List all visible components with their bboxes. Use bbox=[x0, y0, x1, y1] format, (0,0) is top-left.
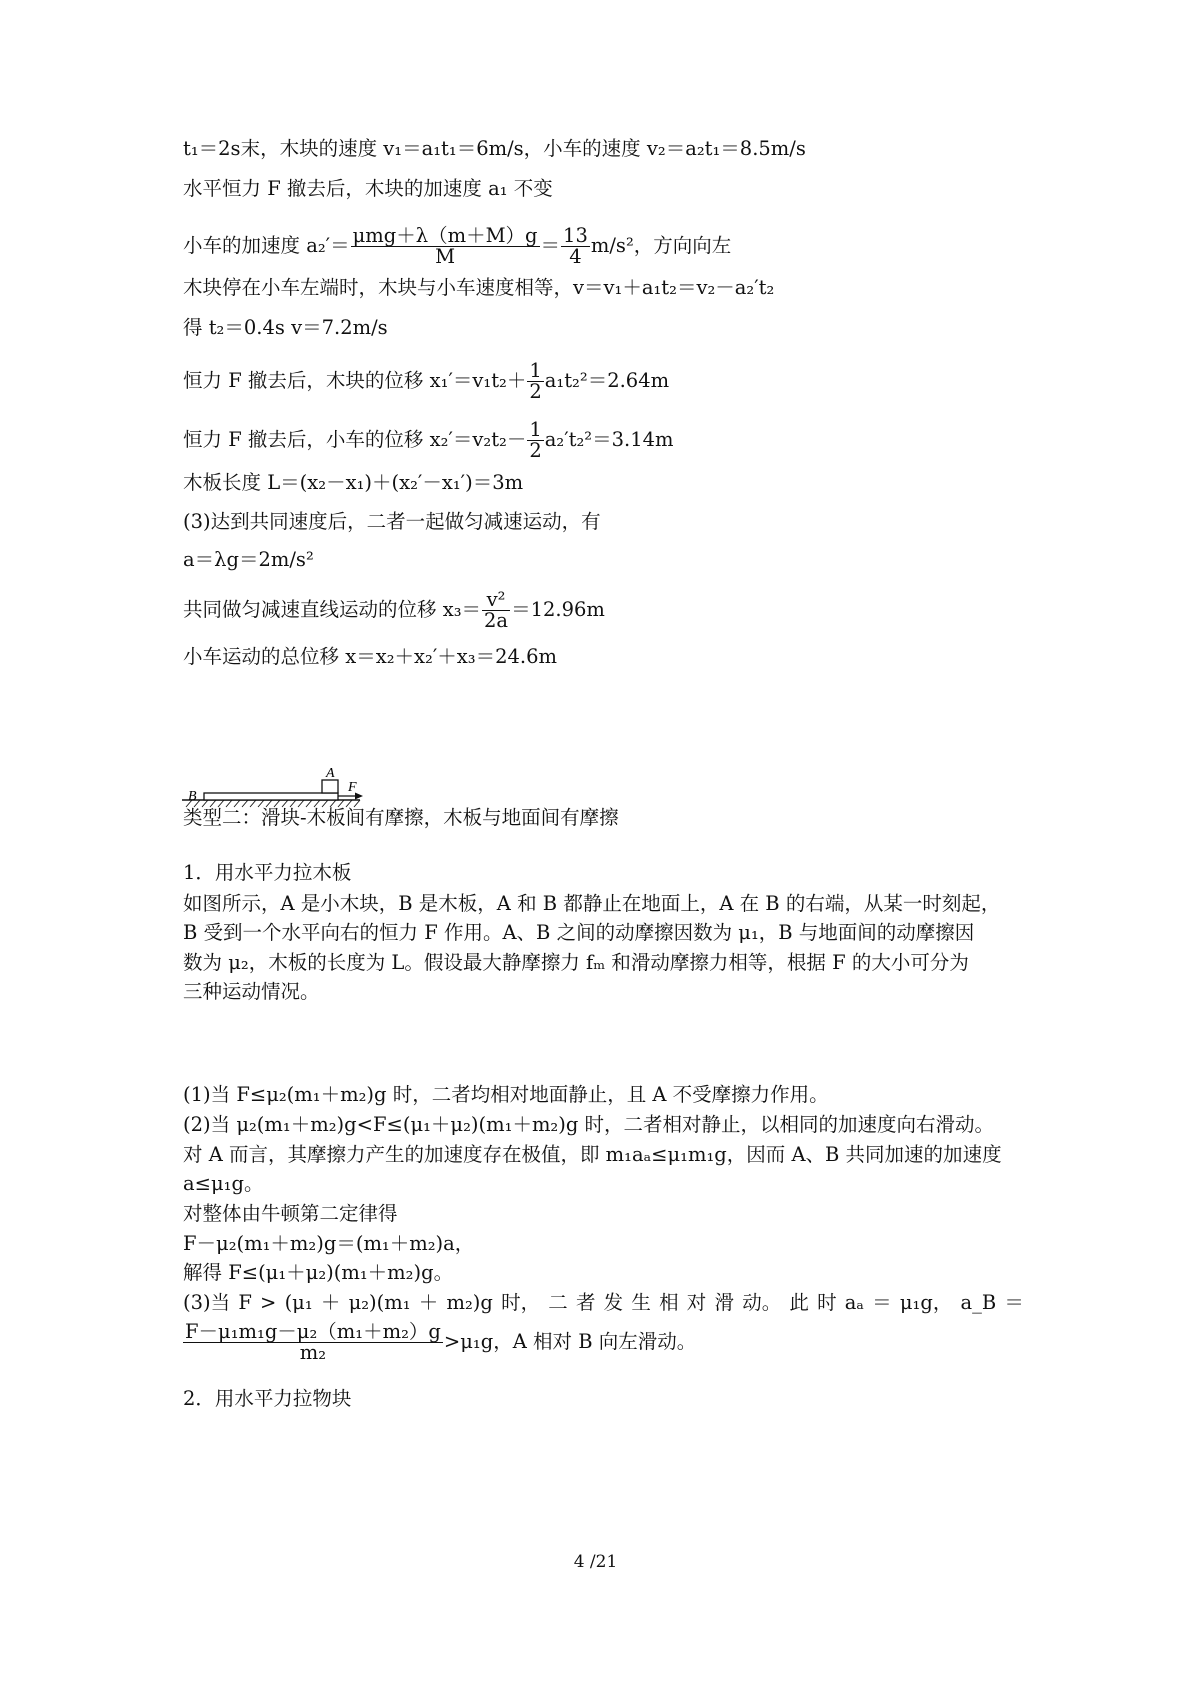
fraction: $\frac{\text{μmg＋λ（m＋M）g}}{M}$ bbox=[352, 224, 538, 268]
formula-line: $\frac{\text{F－μ₁m₁g－μ₂（m₁＋m₂）g}}{\text{m₂}}$ >μ₁g，A 相对 B 向左滑动。 bbox=[185, 1320, 697, 1364]
block-board-diagram bbox=[182, 760, 382, 815]
text-line: (3)达到共同速度后，二者一起做匀减速运动，有 bbox=[183, 510, 601, 533]
formula-line: 恒力 F 撤去后，小车的位移 x₂′＝v₂t₂－ $\frac{1}{2}$ a₂′t₂²＝3.14m bbox=[183, 418, 674, 462]
text-line: 小车运动的总位移 x＝x₂＋x₂′＋x₃＝24.6m bbox=[183, 645, 557, 668]
fraction: $\frac{1}{2}$ bbox=[529, 359, 542, 403]
fraction: $\frac{1}{2}$ bbox=[529, 418, 542, 462]
text-line: 对 A 而言，其摩擦力产生的加速度存在极值，即 m₁aₐ≤μ₁m₁g，因而 A、B 共同加速的加速度 bbox=[183, 1143, 1002, 1166]
text-line: 得 t₂＝0.4s v＝7.2m/s bbox=[183, 316, 388, 339]
paragraph-line: 数为 μ₂，木板的长度为 L。假设最大静摩擦力 fₘ 和滑动摩擦力相等，根据 F 的大小可分为 bbox=[183, 951, 969, 974]
justified-line: (3)当 F > (μ₁ ＋ μ₂)(m₁ ＋ m₂)g 时， 二 者 发 生 相 对 滑 动。 此 时 aₐ ＝ μ₁g， a_B ＝ bbox=[183, 1291, 1024, 1314]
text-line: 木板长度 L＝(x₂－x₁)＋(x₂′－x₁′)＝3m bbox=[183, 471, 524, 494]
text-line: a＝λg＝2m/s² bbox=[183, 548, 314, 571]
text-line: (1)当 F≤μ₂(m₁＋m₂)g 时，二者均相对地面静止，且 A 不受摩擦力作用。 bbox=[183, 1083, 829, 1106]
paragraph-line: B 受到一个水平向右的恒力 F 作用。A、B 之间的动摩擦因数为 μ₁，B 与地面间的动摩擦因 bbox=[183, 921, 975, 944]
label-a: A bbox=[326, 766, 335, 781]
text-line: 水平恒力 F 撤去后，木块的加速度 a₁ 不变 bbox=[183, 177, 553, 200]
text-line: 解得 F≤(μ₁＋μ₂)(m₁＋m₂)g。 bbox=[183, 1261, 454, 1284]
text-line: (2)当 μ₂(m₁＋m₂)g<F≤(μ₁＋μ₂)(m₁＋m₂)g 时，二者相对静止，以相同的加速度向右滑动。 bbox=[183, 1113, 995, 1136]
formula-line: 小车的加速度 a₂′＝ $\frac{\text{μmg＋λ（m＋M）g}}{M}$ ＝ $\frac{13}{4}$ m/s²，方向向左 bbox=[183, 224, 732, 268]
subsection-title: 1．用水平力拉木板 bbox=[183, 861, 352, 884]
paragraph-line: 三种运动情况。 bbox=[183, 980, 320, 1003]
board-b bbox=[204, 793, 338, 800]
block-on-board-figure bbox=[182, 760, 382, 820]
section-title: 类型二：滑块-木板间有摩擦，木板与地面间有摩擦 bbox=[183, 806, 619, 829]
formula-line: 恒力 F 撤去后，木块的位移 x₁′＝v₁t₂＋ $\frac{1}{2}$ a₁t₂²＝2.64m bbox=[183, 359, 670, 403]
text-line: a≤μ₁g。 bbox=[183, 1172, 264, 1195]
text-line: 对整体由牛顿第二定律得 bbox=[183, 1202, 398, 1225]
label-b: B bbox=[188, 789, 197, 804]
fraction: $\frac{13}{4}$ bbox=[563, 224, 588, 268]
text-line: F－μ₂(m₁＋m₂)g＝(m₁＋m₂)a， bbox=[183, 1232, 475, 1255]
fraction: $\frac{\text{F－μ₁m₁g－μ₂（m₁＋m₂）g}}{\text{m₂}}$ bbox=[185, 1320, 441, 1364]
block-a bbox=[322, 780, 338, 793]
label-f: F bbox=[348, 780, 357, 795]
text-line: t₁＝2s末，木块的速度 v₁＝a₁t₁＝6m/s，小车的速度 v₂＝a₂t₁＝8.5m/s bbox=[183, 137, 806, 160]
text-line: 木块停在小车左端时，木块与小车速度相等，v＝v₁＋a₁t₂＝v₂－a₂′t₂ bbox=[183, 276, 775, 299]
fraction: $\frac{\text{v²}}{2a}$ bbox=[484, 588, 509, 632]
page-number: 4 /21 bbox=[573, 1552, 618, 1572]
subsection-title: 2．用水平力拉物块 bbox=[183, 1387, 352, 1410]
formula-line: 共同做匀减速直线运动的位移 x₃＝ $\frac{\text{v²}}{2a}$ ＝12.96m bbox=[183, 588, 605, 632]
paragraph-line: 如图所示，A 是小木块，B 是木板，A 和 B 都静止在地面上，A 在 B 的右端，从某一时刻起， bbox=[183, 892, 1001, 915]
